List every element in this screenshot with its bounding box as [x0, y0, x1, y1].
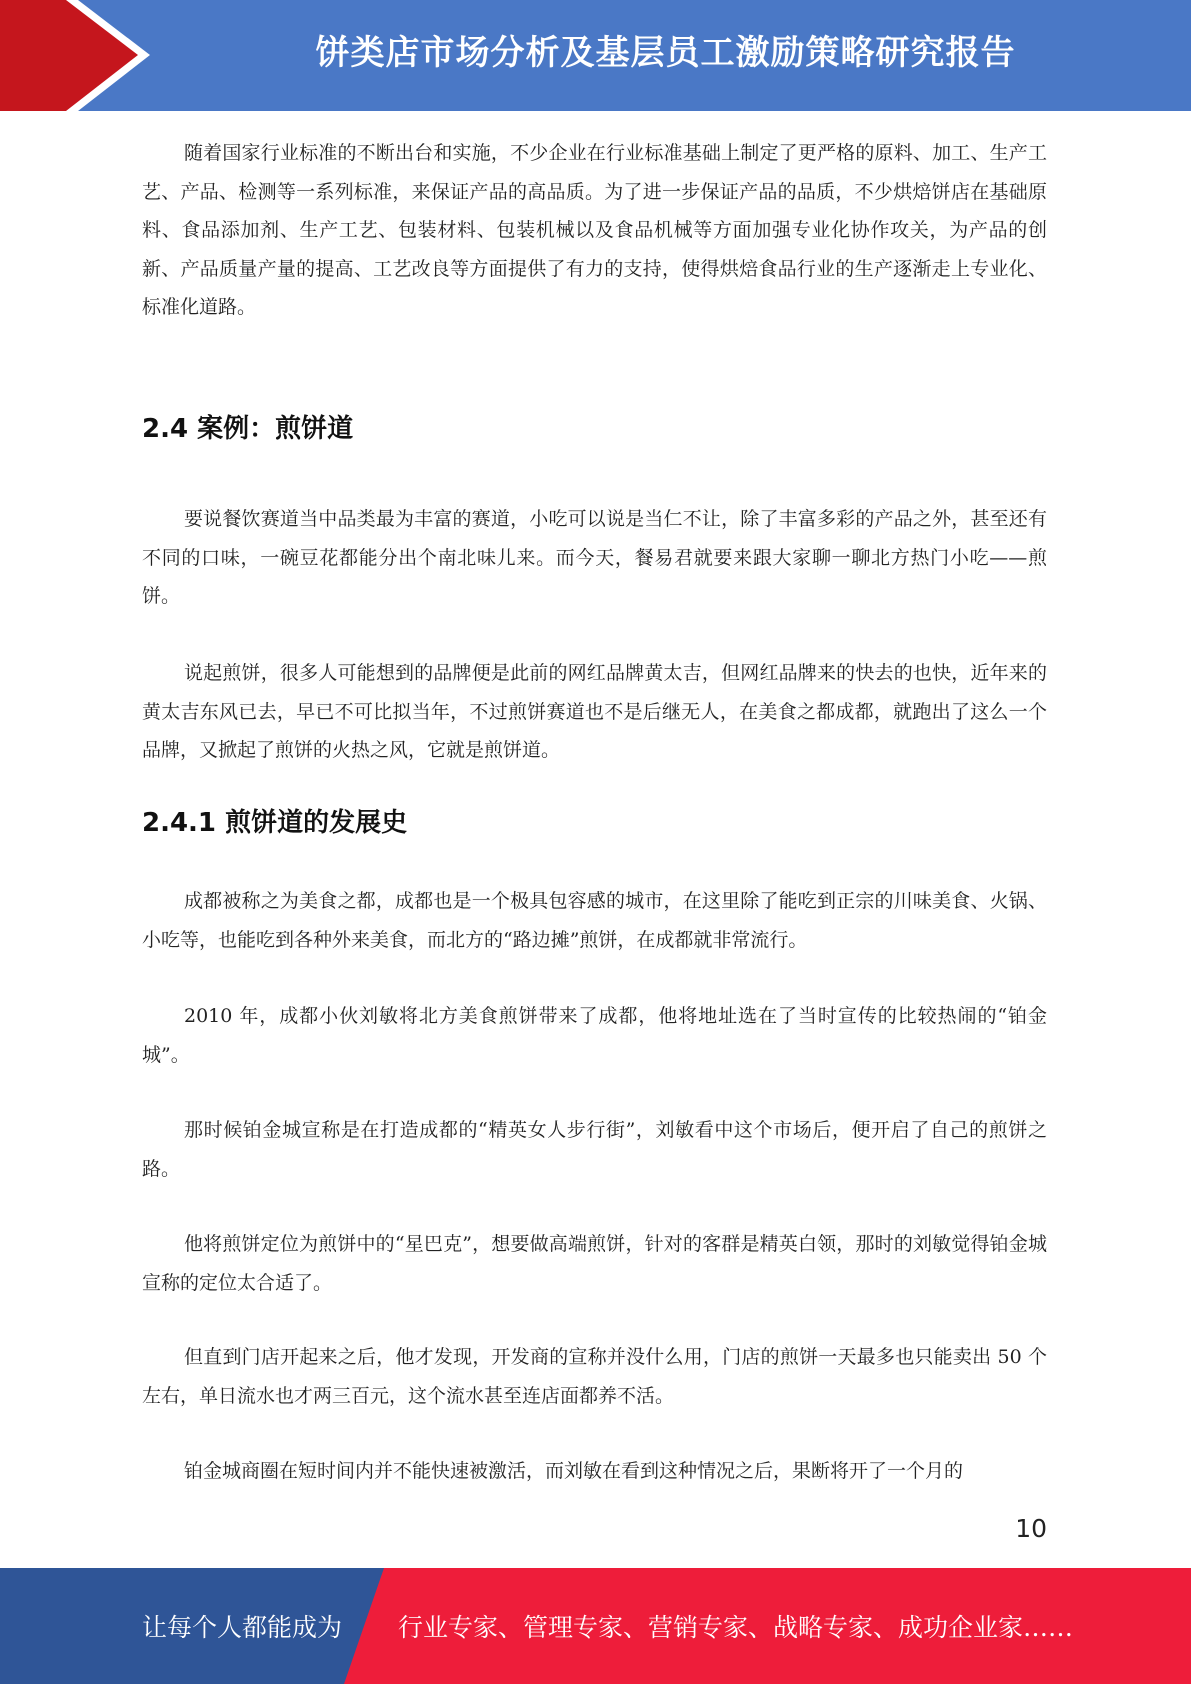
- section-heading-2-4-1: 2.4.1 煎饼道的发展史: [142, 808, 408, 838]
- paragraph-starbucks-positioning: 他将煎饼定位为煎饼中的“星巴克”，想要做高端煎饼，针对的客群是精英白领，那时的刘敏觉得铂金城宣称的定位太合适了。: [142, 1233, 1047, 1294]
- paragraph-industry-standards: 随着国家行业标准的不断出台和实施，不少企业在行业标准基础上制定了更严格的原料、加工、生产工艺、产品、检测等一系列标准，来保证产品的高品质。为了进一步保证产品的品质，不少烘焙饼店在基础原料、食品添加剂、生产工艺、包装材料、包装机械以及食品机械等方面加强专业化协作攻关，为产品的创新、产品质量产量的提高、工艺改良等方面提供了有力的支持，使得烘焙食品行业的生产逐渐走上专业化、标准化道路。: [142, 142, 1047, 318]
- report-title: 饼类店市场分析及基层员工激励策略研究报告: [315, 33, 1016, 73]
- paragraph-platinum-city: 那时候铂金城宣称是在打造成都的“精英女人步行街”，刘敏看中这个市场后，便开启了自己的煎饼之路。: [142, 1119, 1047, 1180]
- header-banner: [0, 0, 1191, 111]
- header-chevron-icon: [0, 0, 160, 111]
- paragraph-business-district: 铂金城商圈在短时间内并不能快速被激活，而刘敏在看到这种情况之后，果断将开了一个月的: [184, 1460, 964, 1482]
- footer-slogan-right: 行业专家、管理专家、营销专家、战略专家、成功企业家……: [398, 1613, 1074, 1642]
- paragraph-snack-intro: 要说餐饮赛道当中品类最为丰富的赛道，小吃可以说是当仁不让，除了丰富多彩的产品之外，甚至还有不同的口味，一碗豆花都能分出个南北味儿来。而今天，餐易君就要来跟大家聊一聊北方热门小吃——煎饼。: [142, 508, 1047, 607]
- paragraph-chengdu: 成都被称之为美食之都，成都也是一个极具包容感的城市，在这里除了能吃到正宗的川味美食、火锅、小吃等，也能吃到各种外来美食，而北方的“路边摊”煎饼，在成都就非常流行。: [142, 890, 1047, 951]
- section-heading-2-4: 2.4 案例：煎饼道: [142, 414, 354, 444]
- paragraph-brand-intro: 说起煎饼，很多人可能想到的品牌便是此前的网红品牌黄太吉，但网红品牌来的快去的也快，近年来的黄太吉东风已去，早已不可比拟当年，不过煎饼赛道也不是后继无人，在美食之都成都，就跑出了这么一个品牌，又掀起了煎饼的火热之风，它就是煎饼道。: [142, 662, 1047, 761]
- footer-banner: [0, 1568, 1191, 1684]
- paragraph-2010: 2010 年，成都小伙刘敏将北方美食煎饼带来了成都，他将地址选在了当时宣传的比较热闹的“铂金城”。: [142, 1005, 1047, 1066]
- paragraph-store-opening: 但直到门店开起来之后，他才发现，开发商的宣称并没什么用，门店的煎饼一天最多也只能卖出 50 个左右，单日流水也才两三百元，这个流水甚至连店面都养不活。: [142, 1346, 1047, 1407]
- page-number: 10: [1015, 1514, 1047, 1543]
- footer-slogan-left: 让每个人都能成为: [142, 1613, 343, 1642]
